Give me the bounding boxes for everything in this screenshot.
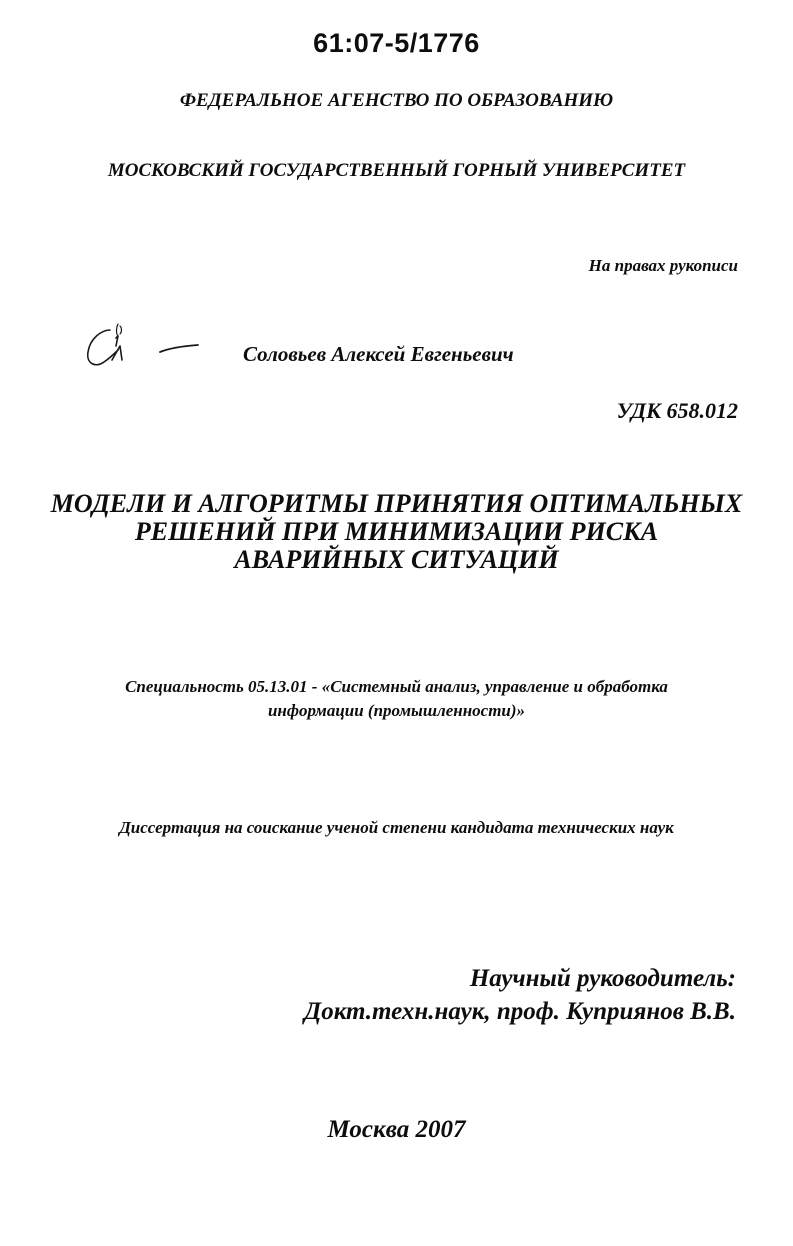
specialty-line: Специальность 05.13.01 - «Системный анализ, управление и обработка <box>125 677 668 696</box>
rights-note: На правах рукописи <box>588 256 738 275</box>
archive-code: 61:07-5/1776 <box>313 28 480 58</box>
specialty-line: информации (промышленности)» <box>267 701 526 720</box>
dissertation-note: Диссертация на соискание ученой степени кандидата технических наук <box>119 818 674 837</box>
title-line: МОДЕЛИ И АЛГОРИТМЫ ПРИНЯТИЯ ОПТИМАЛЬНЫХ <box>50 489 743 518</box>
specialty <box>0 675 793 723</box>
author-name: Соловьев Алексей Евгеньевич <box>243 342 514 366</box>
author-signature <box>80 316 205 376</box>
dissertation-title <box>0 490 793 574</box>
university-name: МОСКОВСКИЙ ГОСУДАРСТВЕННЫЙ ГОРНЫЙ УНИВЕРСИТЕТ <box>107 160 686 181</box>
udc-code: УДК 658.012 <box>616 398 738 423</box>
title-line: РЕШЕНИЙ ПРИ МИНИМИЗАЦИИ РИСКА <box>134 517 659 546</box>
scientific-advisor <box>304 962 736 1028</box>
agency-name: ФЕДЕРАЛЬНОЕ АГЕНСТВО ПО ОБРАЗОВАНИЮ <box>179 90 614 111</box>
advisor-name: Докт.техн.наук, проф. Куприянов В.В. <box>304 998 736 1025</box>
advisor-label: Научный руководитель: <box>469 965 736 992</box>
city-year: Москва 2007 <box>327 1116 466 1143</box>
title-line: АВАРИЙНЫХ СИТУАЦИЙ <box>234 545 559 574</box>
